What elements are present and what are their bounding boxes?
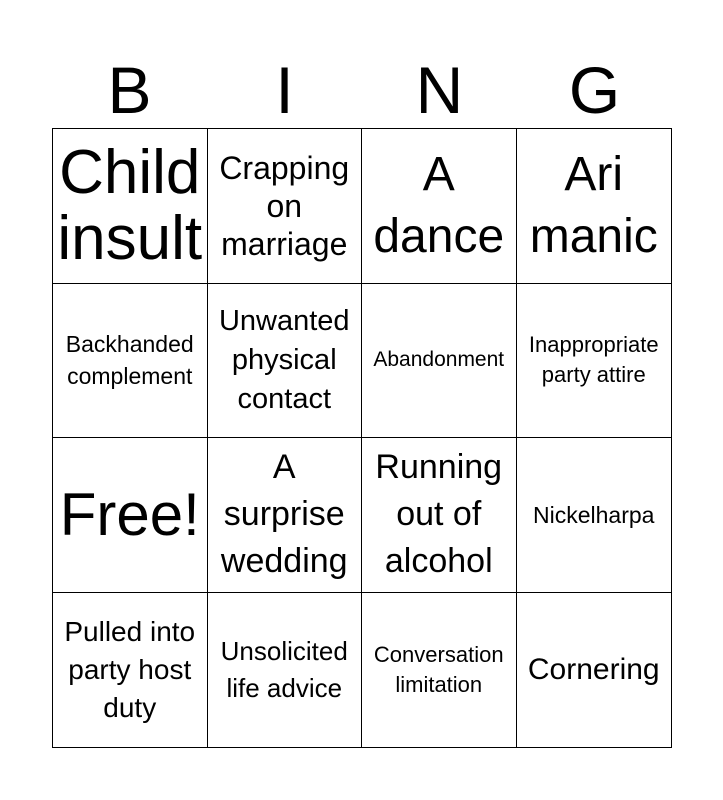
bingo-cell[interactable] xyxy=(53,593,208,748)
bingo-cell[interactable] xyxy=(517,129,672,284)
cell-text: Child insult xyxy=(57,137,203,273)
bingo-header xyxy=(52,52,672,128)
free-space-text: Free! xyxy=(59,480,200,548)
cell-text: Conversation limitation xyxy=(373,641,504,697)
header-letter-n: N xyxy=(415,53,464,127)
cell-text: A surprise wedding xyxy=(220,448,348,581)
cell-text: Unwanted physical contact xyxy=(218,304,350,415)
bingo-cell[interactable] xyxy=(208,593,363,748)
bingo-cell[interactable] xyxy=(362,593,517,748)
header-letter-b: B xyxy=(107,53,152,127)
bingo-cell[interactable] xyxy=(517,438,672,593)
cell-text: Unsolicited life advice xyxy=(220,635,348,703)
bingo-cell[interactable] xyxy=(517,593,672,748)
bingo-cell[interactable] xyxy=(362,129,517,284)
bingo-cell[interactable] xyxy=(208,129,363,284)
cell-text: Inappropriate party attire xyxy=(528,332,659,388)
bingo-cell[interactable] xyxy=(208,284,363,439)
cell-text: Crapping on marriage xyxy=(219,149,350,262)
cell-text: Nickelharpa xyxy=(533,501,655,528)
bingo-cell[interactable] xyxy=(362,438,517,593)
bingo-cell[interactable] xyxy=(53,284,208,439)
bingo-cell[interactable] xyxy=(53,129,208,284)
bingo-cell[interactable] xyxy=(362,284,517,439)
cell-text: Pulled into party host duty xyxy=(64,615,196,723)
header-letter-i: I xyxy=(275,53,294,127)
header-letter-g: G xyxy=(568,53,621,127)
cell-text: Backhanded complement xyxy=(65,331,194,390)
bingo-grid xyxy=(52,128,672,748)
cell-text: Ari manic xyxy=(529,147,658,263)
cell-text: A dance xyxy=(373,147,505,263)
cell-text: Running out of alcohol xyxy=(375,448,503,581)
bingo-cell-free[interactable] xyxy=(53,438,208,593)
bingo-cell[interactable] xyxy=(208,438,363,593)
cell-text: Abandonment xyxy=(373,348,505,372)
bingo-cell[interactable] xyxy=(517,284,672,439)
cell-text: Cornering xyxy=(527,653,660,687)
